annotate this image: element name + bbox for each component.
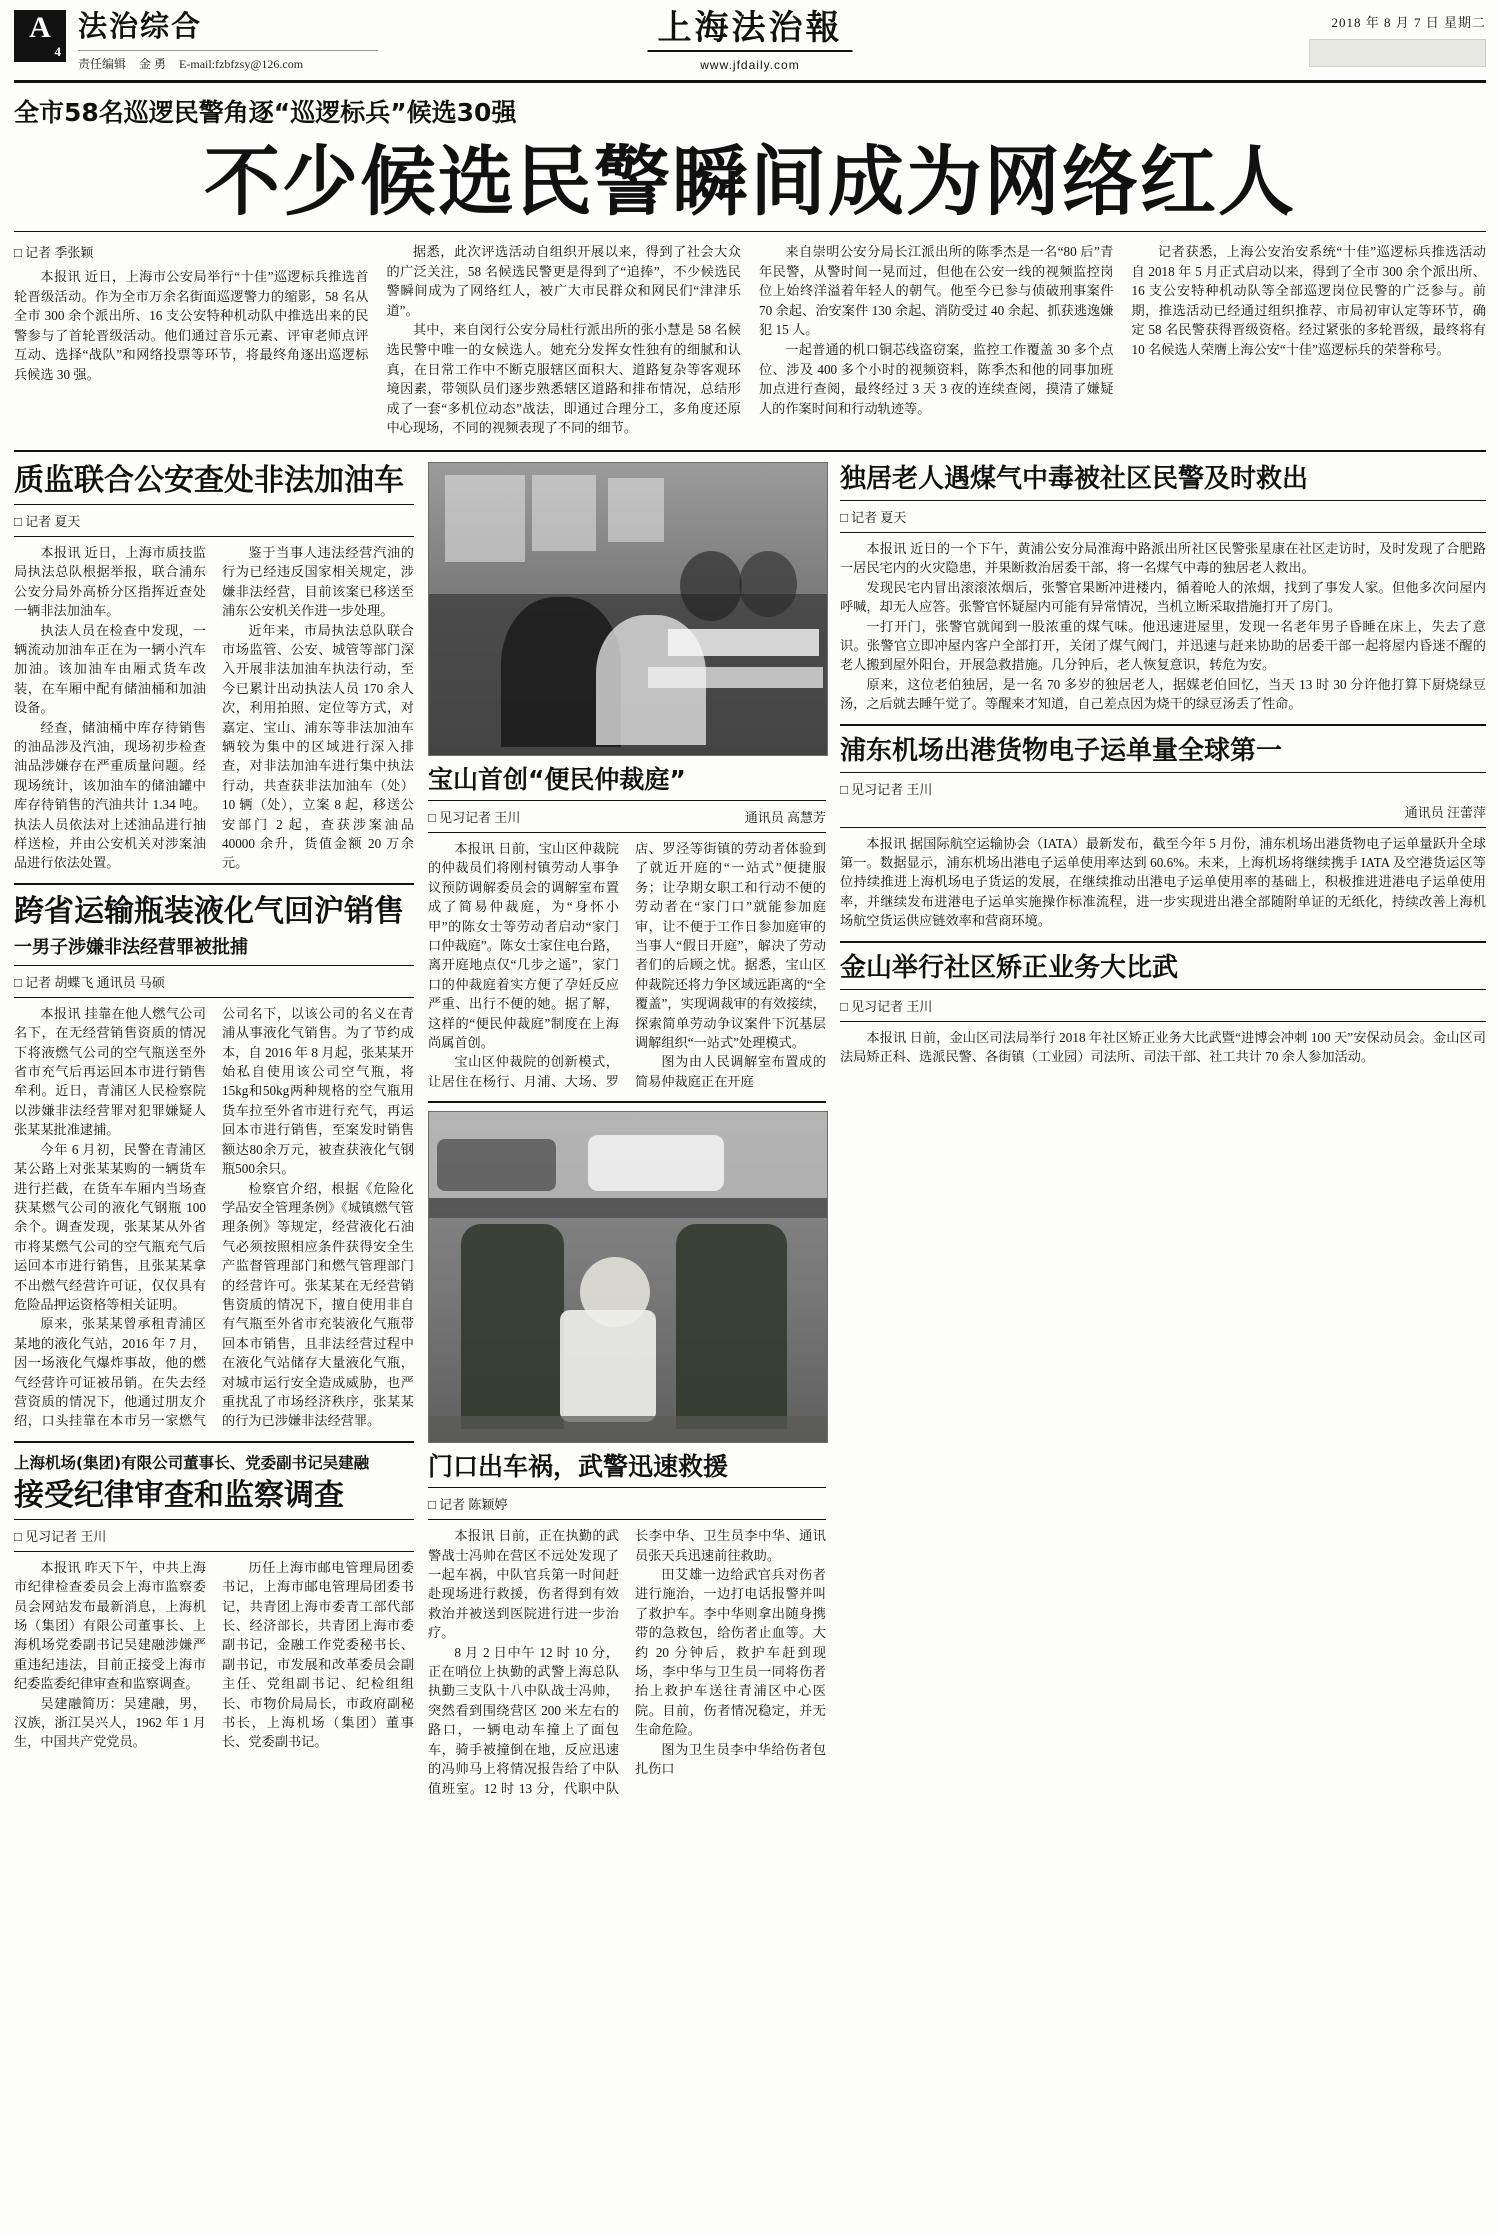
gas-poison-byline: □ 记者 夏天 [840,507,1486,526]
rule [428,1519,826,1520]
arbitration-byline-correspondent: 通讯员 高慧芳 [744,809,826,825]
waybill-byline [840,779,1486,798]
lead-byline: □ 记者 季张颖 [14,242,369,261]
lead-headline: 不少候选民警瞬间成为网络红人 [204,137,1296,226]
rule [14,536,414,537]
jinshan-headline: 金山举行社区矫正业务大比武 [840,952,1179,983]
lead-rule [14,231,1486,232]
arbitration-byline-reporter: □ 见习记者 王川 [428,810,520,825]
gas-bottle-body [14,1004,414,1431]
gas-bottle-headline: 跨省运输瓶装液化气回沪销售 [14,893,404,929]
editor-label: 责任编辑 [78,57,127,71]
paper-website[interactable]: www.jfdaily.com [700,58,800,72]
paragraph: 原来，张某某曾承租青浦区某地的液化气站，2016 年 7 月，因一场液化气爆炸事故，他的燃气经营许可证被吊销。在失去经营资质的情况下，他通过朋友介绍，口头挂靠在本市另一家燃气公司名下，以该公司的名义在青浦从事液化气销售。为了节约成本，自 2016 年 8 月起，张某某开始私自使用该公司空气瓶，将 15kg和50kg两种规格的空气瓶用货车拉至外省市进行充气，再运回本市进行销售，至案发时销售额达80余万元，被查获液化气钢瓶500余只。 [14,1005,414,1429]
gas-bottle-subhead: 一男子涉嫌非法经营罪被批捕 [14,936,248,958]
lower-section [14,462,1486,1798]
airport-headline: 接受纪律审查和监察调查 [14,1477,344,1513]
paragraph: 一打开门，张警官就闻到一股浓重的煤气味。他迅速进屋里，发现一名老年男子昏睡在床上，失去了意识。张警官立即冲屋内客户全部打开，关闭了煤气阀门，并迅速与赶来协助的居委干部一起将屋内昏迷不醒的老人搬到屋外阳台，开展急救措施。几分钟后，老人恢复意识，转危为安。 [840,618,1486,673]
paragraph: 原来，这位老伯独居，是一名 70 多岁的独居老人，据媒老伯回忆，当天 13 时 30 分许他打算下厨烧绿豆汤，之后就去睡午觉了。等醒来才知道，自己差点因为烧干的绿豆汤丢了性命。 [840,676,1486,712]
jinshan-body [840,1028,1486,1067]
section-divider [14,450,1486,452]
lead-column-1 [14,242,369,438]
jinshan-byline: □ 见习记者 王川 [840,996,1486,1015]
paragraph: 发现民宅内冒出滚滚浓烟后，张警官果断冲进楼内，循着呛人的浓烟，找到了事发人家。但他多次问屋内呼喊，却无人应答。张警官怀疑屋内可能有异常情况，当机立断采取措施打开了房门。 [840,579,1486,615]
waybill-byline-correspondent: 通讯员 汪蕾萍 [1404,804,1486,820]
left-zone [14,462,414,1752]
photo-traffic-accident-rescue [428,1111,828,1443]
arbitration-byline [428,807,826,826]
paragraph: 执法人员在检查中发现，一辆流动加油车正在为一辆小汽车加油。该加油车由厢式货车改装，在车厢中配有储油桶和加油设备。 [14,622,206,716]
editor-email: E-mail:fzbfzsy@126.com [179,57,304,71]
right-zone [840,462,1486,1067]
section-title: 法治综合 [78,9,203,43]
lead-para: 来自崇明公安分局长江派出所的陈季杰是一名“80 后”青年民警，从警时间一晃而过，但他在公安一线的视频监控岗位上始终洋溢着年轻人的朝气。他至今已参与侦破刑事案件 70 余起、治安案件 130 余起、消防受过 40 余起、抓获逃逸嫌犯 15 人。 [759,244,1114,338]
arbitration-body [428,839,826,1091]
rule [14,1551,414,1552]
middle-zone [428,462,826,1798]
rule [840,772,1486,773]
rule [14,965,414,966]
waybill-byline-correspondent-row [840,802,1486,821]
gas-bottle-byline: □ 记者 胡蝶飞 通讯员 马硕 [14,972,414,991]
waybill-byline-reporter: □ 见习记者 王川 [840,782,932,797]
lead-para: 据悉，此次评选活动自组织开展以来，得到了社会大众的广泛关注，58 名候选民警更是得到了“追捧”，不少候选民警瞬间成为了网络红人，被广大市民群众和网民们“津津乐道”。 [386,244,741,318]
rule [428,1101,826,1103]
rule [14,504,414,505]
paragraph: 本报讯 近日，上海市质技监局执法总队根据举报，联合浦东公安分局外高桥分区指挥近查处一辆非法加油车。 [14,544,206,619]
lead-para: 本报讯 近日，上海市公安局举行“十佳”巡逻标兵推选首轮晋级活动。作为全市万余名街面巡逻警力的缩影，58 名从全市 300 余个派出所、16 支公安特种机动队中推选出来的民警参与了首轮晋级活动。他们通过音乐元素、评审老师点评互动、选择“战队”和网络投票等环节，将最终角逐出巡逻标兵候选 30 强。 [14,269,369,382]
masthead-decor-strip [1309,39,1486,67]
paragraph: 鉴于当事人违法经营汽油的行为已经违反国家相关规定，涉嫌非法经营，目前该案已移送至浦东公安机关作进一步处理。 [222,544,414,619]
airport-kicker: 上海机场(集团)有限公司董事长、党委副书记吴建融 [14,1453,370,1472]
waybill-headline: 浦东机场出港货物电子运单量全球第一 [840,735,1283,766]
lead-column-3 [759,242,1114,438]
rule [840,1021,1486,1022]
paragraph: 经查，储油桶中库存待销售的油品涉及汽油，现场初步检查油品涉嫌存在严重质量问题。经现场统计，该加油车的储油罐中库存待销售的汽油共计 1.34 吨。执法人员依法对上述油品进行抽样送检，并由公安机关对涉案油品进行依法处置。 [14,719,206,871]
masthead-left [78,8,378,72]
paper-title: 上海法治報 [648,8,853,52]
editor-name: 金 勇 [139,57,167,71]
masthead-right [1309,12,1486,67]
rule [14,1519,414,1520]
paragraph: 8 月 2 日中午 12 时 10 分，正在哨位上执勤的武警上海总队执勤三支队十八中队战士冯帅，突然看到围绕营区 200 米左右的路口，一辆电动车撞上了面包车，骑手被撞倒在地，反应迅速的冯帅马上将情况报告给了中队值班室。12 时 13 分，代职中队长李中华、卫生员李中华、通讯员张天兵迅速前往救助。 [428,1528,826,1796]
paragraph: 本报讯 日前，宝山区仲裁院的仲裁员们将刚村镇劳动人事争议预防调解委员会的调解室布置成了简易仲裁庭，为“身怀小甲”的陈女士等劳动者启动“家门口仲裁庭”。陈女士家住电台路，离开庭地点仅“几步之遥”，家门口的仲裁庭着实方便了孕妊反应严重、出行不便的她。据了解，这样的“便民仲裁庭”制度在上海尚属首创。 [428,840,619,1050]
lead-column-2 [387,242,742,438]
arbitration-caption-headline: 宝山首创“便民仲裁庭” [428,764,686,794]
paragraph: 本报讯 挂靠在他人燃气公司名下，在无经营销售资质的情况下将液燃气公司的空气瓶送至外省市充气后再运回本市进行销售牟利。近日，青浦区人民检察院以涉嫌非法经营罪对犯罪嫌疑人张某某批准逮捕。 [14,1005,206,1138]
rule [428,832,826,833]
page-digit: 4 [54,44,61,59]
masthead-center [648,8,853,72]
lead-story [14,97,1486,232]
rule [840,989,1486,990]
rule [428,1487,826,1488]
rule [840,724,1486,726]
paragraph: 宝山区仲裁院的创新模式，让居住在杨行、月浦、大场、罗店、罗泾等街镇的劳动者体验到了就近开庭的“一站式”便捷服务；让孕期女职工和行动不便的劳动者在“家门口”就能参加庭审，让不便于工作日参加庭审的当事人“假日开庭”，解决了劳动者们的后顾之忧。据悉，宝山区仲裁院还将力争区域远距离的“全覆盖”，实现调裁审的有效接续，探索简单劳动争议案件下沉基层调解组织“一站式”处理模式。 [428,840,826,1089]
rule [428,800,826,801]
paragraph: 近年来，市局执法总队联合市场监管、公安、城管等部门深入开展非法加油车执法行动，至今已累计出动执法人员 170 余人次，利用拍照、定位等方式，对嘉定、宝山、浦东等非法加油车辆较为集中的区域进行深入排查，对非法加油车进行集中执法行动，共查获非法加油车（处）10 辆（处），立案 8 起，移送公安部门 2 起，查获涉案油品 40000 余升，货值金额 20 万余元。 [222,622,414,871]
photo-caption-note: 图为由人民调解室布置成的简易仲裁庭正在开庭 [635,1054,826,1089]
editor-line [78,50,378,72]
photo-caption-note: 图为卫生员李中华给伤者包扎伤口 [635,1741,826,1777]
airport-body [14,1558,414,1752]
page-letter: A [29,11,51,44]
paragraph: 历任上海市邮电管理局团委书记，上海市邮电管理局团委书记，共青团上海市委青工部代部长、经济部长，共青团上海市委副书记，金融工作党委秘书长、副书记，市发展和改革委员会副主任、党组副书记、纪检组组长、市物价局局长，市政府副秘书长，上海机场（集团）董事长、党委副书记。 [222,1559,414,1750]
oil-truck-byline: □ 记者 夏天 [14,511,414,530]
page-number-badge [14,10,66,62]
lead-para: 记者获悉，上海公安治安系统“十佳”巡逻标兵推选活动自 2018 年 5 月正式启动以来，得到了全市 300 余个派出所、16 支公安特种机动队等全部巡逻岗位民警的广泛参与。前期，推选活动已经通过组织推荐、市局初审认定等环节，确定 58 名民警获得晋级资格。经过紧张的多轮晋级，最终将有 10 名候选人荣膺上海公安“十佳”巡逻标兵的荣誉称号。 [1131,244,1486,357]
oil-truck-headline: 质监联合公安查处非法加油车 [14,462,404,498]
rule [14,1441,414,1443]
publication-date: 2018 年 8 月 7 日 星期二 [1331,15,1486,30]
lead-kicker: 全市58名巡逻民警角逐“巡逻标兵”候选30强 [14,98,517,127]
paragraph: 本报讯 日前，正在执勤的武警战士冯帅在营区不远处发现了一起车祸，中队官兵第一时间赶赴现场进行救援，伤者得到有效救治并被送到医院进行进一步治疗。 [428,1528,619,1641]
paragraph: 本报讯 据国际航空运输协会（IATA）最新发布，截至今年 5 月份，浦东机场出港货物电子运单量跃升全球第一。数据显示，浦东机场出港电子运单使用率达到 60.6%。未来，上海机场将继续携手 IATA 及空港货运区等位持续推进上海机场电子货运的发展，在继续推动出港电子运单使用率的基础上，积极推进进港电子运单使用率，并继续发布进港电子运单实施操作标准流程，进一步实现进出港全部随附单证的无纸化，持续改善上海机场航空货运供应链效率和营商环境。 [840,835,1486,929]
accident-byline: □ 记者 陈颖婷 [428,1494,826,1513]
oil-truck-body [14,543,414,873]
rule [840,532,1486,533]
accident-body [428,1526,826,1798]
paragraph: 田艾雄一边给武官兵对伤者进行施治，一边打电话报警并叫了救护车。李中华则拿出随身携带的急救包，给伤者止血等。大约 20 分钟后，救护车赶到现场，李中华与卫生员一同将伤者抬上救护车送往青浦区中心医院。目前，伤者情况稳定，并无生命危险。 [635,1567,826,1738]
airport-byline: □ 见习记者 王川 [14,1526,414,1545]
rule [840,941,1486,943]
paragraph: 吴建融简历：吴建融，男，汉族，浙江吴兴人，1962 年 1 月生，中国共产党党员。 [14,1695,206,1750]
rule [14,997,414,998]
newspaper-page [0,8,1500,2235]
waybill-body [840,834,1486,931]
masthead [14,8,1486,83]
lead-column-4 [1132,242,1487,438]
paragraph: 本报讯 日前，金山区司法局举行 2018 年社区矫正业务大比武暨“进博会冲刺 100 天”安保动员会。金山区司法局矫正科、选派民警、各街镇（工业园）司法所、司法干部、社工共计 70 余人参加活动。 [840,1029,1486,1065]
paragraph: 今年 6 月初，民警在青浦区某公路上对张某某购的一辆货车进行拦截，在货车车厢内当场查获某燃气公司的液化气钢瓶 100 余个。调查发现，张某某从外省市将某燃气公司的空气瓶充气后运回本市进行销售，且张某某拿不出燃气经营许可证，仅仅具有危险品押运资格等相关证明。 [14,1141,206,1312]
rule [14,883,414,885]
lead-body-columns [14,242,1486,438]
rule [840,500,1486,501]
gas-poison-headline: 独居老人遇煤气中毒被社区民警及时救出 [840,463,1309,494]
paragraph: 本报讯 近日的一个下午，黄浦公安分局淮海中路派出所社区民警张星康在社区走访时，及时发现了合肥路一居民宅内的火灾隐患，并果断救治居委干部，将一名煤气中毒的独居老人救出。 [840,540,1486,576]
lead-para: 其中，来自闵行公安分局杜行派出所的张小慧是 58 名候选民警中唯一的女候选人。她充分发挥女性独有的细腻和认真，在日常工作中不断克服辖区面积大、道路复杂等客观环境因素，带领队员们逐步熟悉辖区道路和排布情况，总结形成了一套“多机位动态”战法，即通过合理分工，多角度还原中心现场，不同的视频表现了不同的细节。 [386,322,741,436]
rule [840,827,1486,828]
accident-caption-headline: 门口出车祸，武警迅速救援 [428,1452,729,1482]
photo-arbitration-hearing [428,462,828,756]
gas-poison-body [840,539,1486,714]
lead-para: 一起普通的机口铜芯线盗窃案，监控工作覆盖 30 多个点位、涉及 400 多个小时的视频资料，陈季杰和他的同事加班加点进行查阅，最终经过 3 天 3 夜的连续查阅，摸清了嫌疑人的作案时间和行动轨迹等。 [759,341,1114,416]
paragraph: 检察官介绍，根据《危险化学品安全管理条例》《城镇燃气管理条例》等规定，经营液化石油气必须按照相应条件获得安全生产监督管理部门和燃气管理部门的经营许可。张某某在无经营销售资质的情况下，擅自使用非自有气瓶至外省市充装液化气瓶带回本市销售，且非法经营过程中在液化气站储存大量液化气瓶，对城市运行安全造成威胁，也严重扰乱了市场经济秩序，张某某的行为已涉嫌非法经营罪。 [222,1180,414,1429]
paragraph: 本报讯 昨天下午，中共上海市纪律检查委员会上海市监察委员会网站发布最新消息，上海机场（集团）有限公司董事长、上海机场党委副书记吴建融涉嫌严重违纪违法，目前正接受上海市纪委监委纪律审查和监察调查。 [14,1559,206,1692]
